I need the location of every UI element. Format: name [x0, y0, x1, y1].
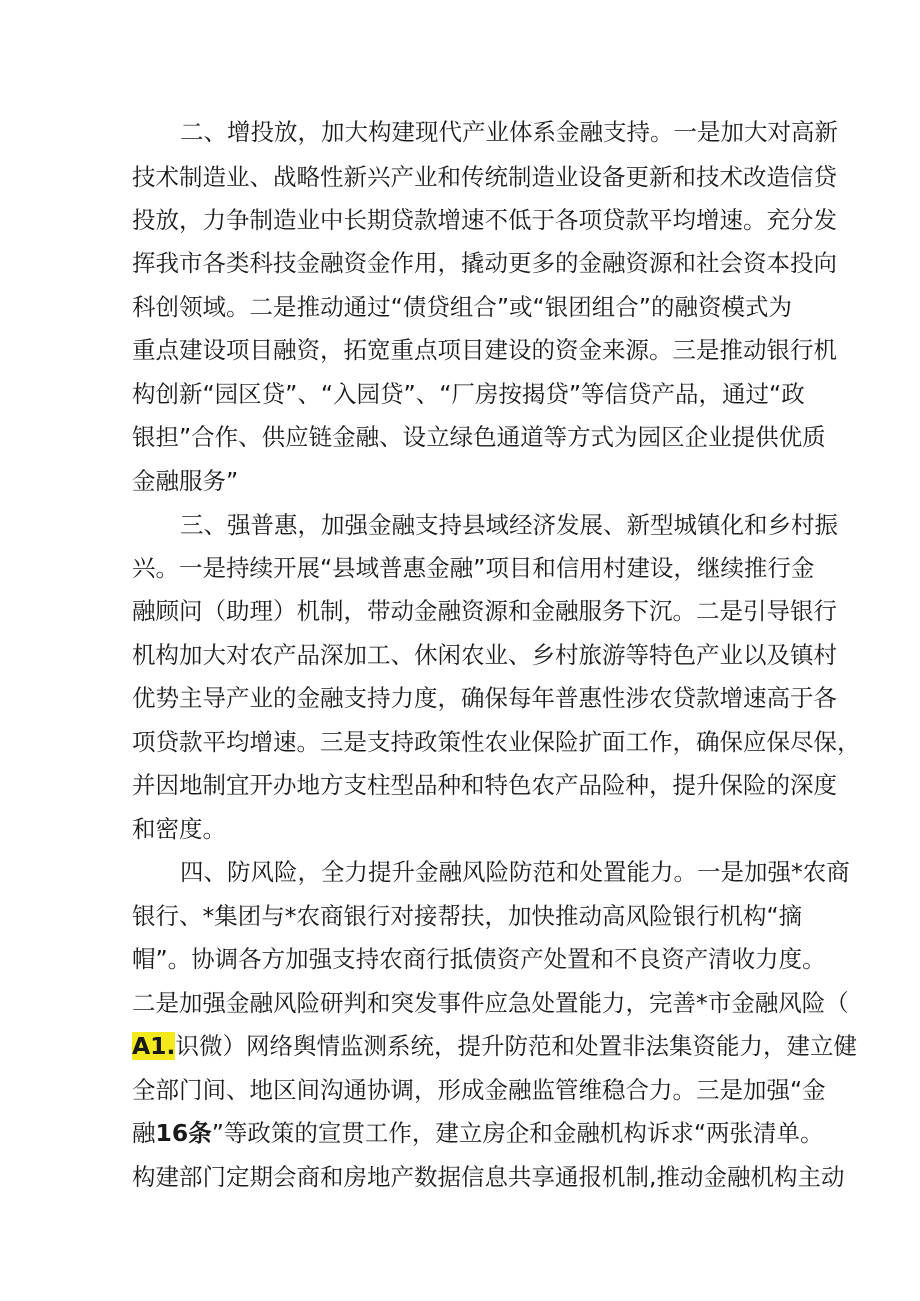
paragraph-3-line-1: 四、防风险，全力提升金融风险防范和处置能力。一是加强*农商	[180, 858, 850, 886]
highlighted-marker: A1.	[132, 1032, 176, 1060]
paragraph-3-line-5	[132, 1026, 857, 1066]
paragraph-1-line-3: 投放，力争制造业中长期贷款增速不低于各项贷款平均增速。充分发	[132, 206, 837, 234]
paragraph-3-line-2: 银行、*集团与*农商银行对接帮扶，加快推动高风险银行机构“摘	[132, 902, 803, 930]
paragraph-3-line-7-a: 融	[132, 1119, 156, 1147]
paragraph-1-line-8: 银担”合作、供应链金融、设立绿色通道等方式为园区企业提供优质	[132, 423, 826, 451]
paragraph-2-line-5: 优势主导产业的金融支持力度，确保每年普惠性涉农贷款增速高于各	[132, 684, 837, 712]
paragraph-2-line-3: 融顾问（助理）机制，带动金融资源和金融服务下沉。二是引导银行	[132, 597, 837, 625]
paragraph-2-line-6: 项贷款平均增速。三是支持政策性农业保险扩面工作，确保应保尽保，	[132, 728, 861, 756]
paragraph-3-line-3: 帽”。协调各方加强支持农商行抵债资产处置和不良资产清收力度。	[132, 945, 826, 973]
paragraph-3-line-8: 构建部门定期会商和房地产数据信息共享通报机制,推动金融机构主动	[132, 1163, 845, 1191]
paragraph-3-line-6: 全部门间、地区间沟通协调，形成金融监管维稳合力。三是加强“金	[132, 1076, 826, 1104]
paragraph-3-line-7-c: ”等政策的宣贯工作，建立房企和金融机构诉求“两张清单。	[211, 1119, 824, 1147]
paragraph-2-line-8: 和密度。	[132, 815, 226, 843]
paragraph-2-line-4: 机构加大对农产品深加工、休闲农业、乡村旅游等特色产业以及镇村	[132, 641, 837, 669]
paragraph-1-line-6: 重点建设项目融资，拓宽重点项目建设的资金来源。三是推动银行机	[132, 336, 837, 364]
paragraph-1-line-2: 技术制造业、战略性新兴产业和传统制造业设备更新和技术改造信贷	[132, 163, 837, 191]
paragraph-1-line-4: 挥我市各类科技金融资金作用，撬动更多的金融资源和社会资本投向	[132, 249, 837, 277]
paragraph-2-line-7: 并因地制宜开办地方支柱型品种和特色农产品险种，提升保险的深度	[132, 771, 837, 799]
paragraph-3-line-5-text: 识微）网络舆情监测系统，提升防范和处置非法集资能力，建立健	[175, 1032, 857, 1060]
paragraph-2-line-2: 兴。一是持续开展“县域普惠金融”项目和信用村建设，继续推行金	[132, 554, 815, 582]
paragraph-2-line-1: 三、强普惠，加强金融支持县域经济发展、新型城镇化和乡村振	[180, 511, 838, 539]
paragraph-3-line-7	[132, 1113, 824, 1153]
paragraph-1-line-7: 构创新“园区贷”、“入园贷”、“厂房按揭贷”等信贷产品，通过“政	[132, 380, 805, 408]
paragraph-1-line-1: 二、增投放，加大构建现代产业体系金融支持。一是加大对高新	[180, 118, 838, 146]
paragraph-1-line-5: 科创领域。二是推动通过“债贷组合”或“银团组合”的融资模式为	[132, 293, 792, 321]
paragraph-3-line-7-b: 16条	[155, 1119, 212, 1147]
paragraph-1-line-9: 金融服务”	[132, 467, 239, 495]
paragraph-3-line-4: 二是加强金融风险研判和突发事件应急处置能力，完善*市金融风险（	[132, 989, 849, 1017]
